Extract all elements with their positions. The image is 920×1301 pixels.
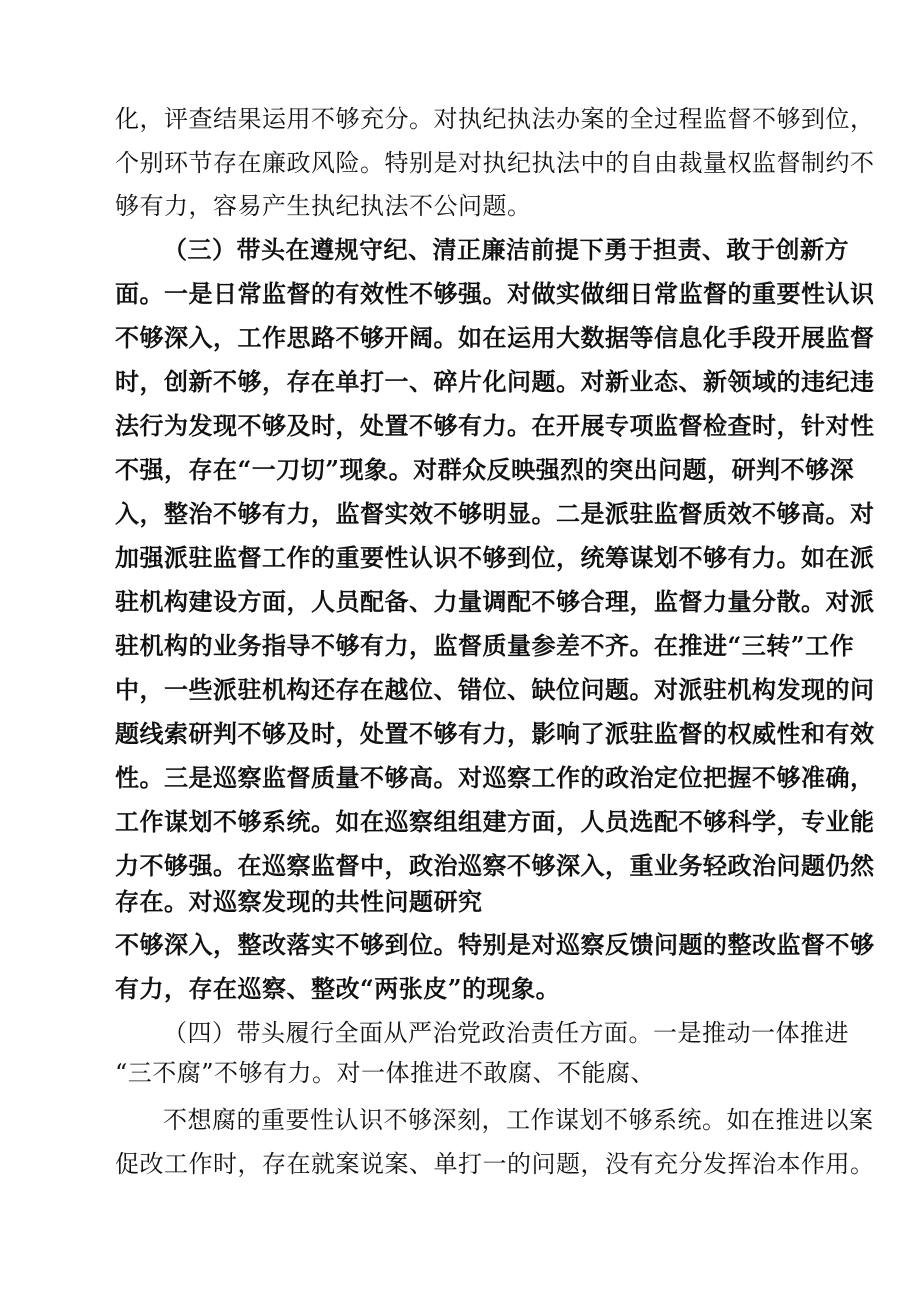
paragraph-line: 题线索研判不够及时，处置不够有力，影响了派驻监督的权威性和有效 (115, 719, 875, 748)
paragraph-line: 够有力，容易产生执纪执法不公问题。 (115, 192, 532, 220)
paragraph-line: 加强派驻监督工作的重要性认识不够到位，统筹谋划不够有力。如在派 (115, 543, 875, 572)
paragraph-line: 促改工作时，存在就案说案、单打一的问题，没有充分发挥治本作用。 (115, 1150, 875, 1178)
paragraph-line: 有力，存在巡察、整改“两张皮”的现象。 (115, 974, 561, 1003)
paragraph-line: 中，一些派驻机构还存在越位、错位、缺位问题。对派驻机构发现的问 (115, 675, 875, 704)
section-heading-three: （三）带头在遵规守纪、清正廉洁前提下勇于担责、敢于创新方 (163, 235, 849, 264)
paragraph-line: 不想腐的重要性认识不够深刻，工作谋划不够系统。如在推进以案 (163, 1106, 874, 1134)
paragraph-line: 驻机构的业务指导不够有力，监督质量参差不齐。在推进“三转”工作 (115, 631, 855, 660)
paragraph-line: 力不够强。在巡察监督中，政治巡察不够深入，重业务轻政治问题仍然 (115, 851, 875, 880)
paragraph-line: 法行为发现不够及时，处置不够有力。在开展专项监督检查时，针对性 (115, 411, 875, 440)
paragraph-line: 驻机构建设方面，人员配备、力量调配不够合理，监督力量分散。对派 (115, 587, 875, 616)
paragraph-line: 不强，存在“一刀切”现象。对群众反映强烈的突出问题，研判不够深 (115, 455, 855, 484)
paragraph-line: 时，创新不够，存在单打一、碎片化问题。对新业态、新领域的违纪违 (115, 367, 875, 396)
section-heading-four: （四）带头履行全面从严治党政治责任方面。一是推动一体推进 (163, 1019, 849, 1047)
paragraph-line: 不够深入，整改落实不够到位。特别是对巡察反馈问题的整改监督不够 (115, 930, 875, 959)
paragraph-line: 性。三是巡察监督质量不够高。对巡察工作的政治定位把握不够准确， (115, 763, 875, 792)
paragraph-line: 存在。对巡察发现的共性问题研究 (115, 887, 483, 916)
paragraph-line: 面。一是日常监督的有效性不够强。对做实做细日常监督的重要性认识 (115, 279, 875, 308)
paragraph-line: 化，评查结果运用不够充分。对执纪执法办案的全过程监督不够到位， (115, 105, 875, 133)
paragraph-line: 工作谋划不够系统。如在巡察组组建方面，人员选配不够科学，专业能 (115, 807, 875, 836)
paragraph-line: “三不腐”不够有力。对一体推进不敢腐、不能腐、 (115, 1059, 656, 1087)
paragraph-line: 个别环节存在廉政风险。特别是对执纪执法中的自由裁量权监督制约不 (115, 149, 875, 177)
paragraph-line: 不够深入，工作思路不够开阔。如在运用大数据等信息化手段开展监督 (115, 323, 875, 352)
paragraph-line: 入，整治不够有力，监督实效不够明显。二是派驻监督质效不够高。对 (115, 499, 875, 528)
